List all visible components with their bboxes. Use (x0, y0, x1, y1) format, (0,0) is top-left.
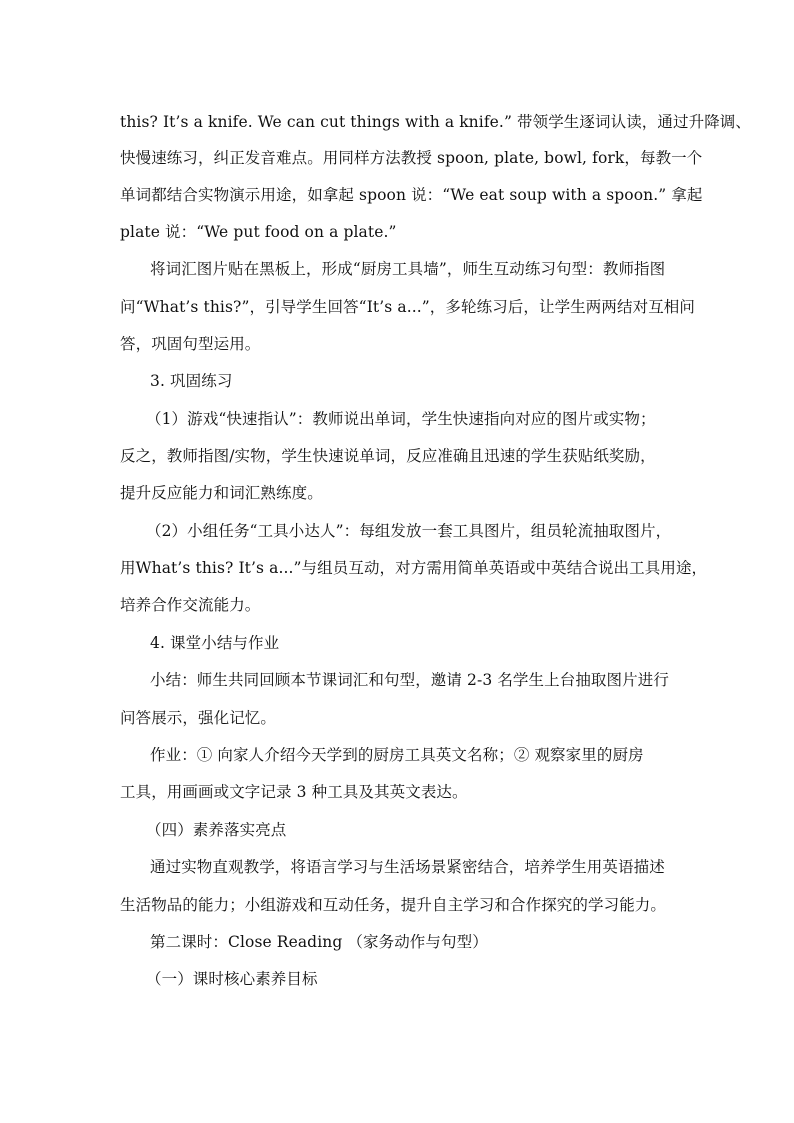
paragraph-line: 生活物品的能力；小组游戏和互动任务，提升自主学习和合作探究的学习能力。 (120, 896, 667, 914)
paragraph-line: 答，巩固句型运用。 (120, 335, 261, 353)
paragraph-line: 问“What’s this?”，引导学生回答“It’s a...”，多轮练习后，让学生两两结对互相问 (120, 298, 696, 316)
paragraph-line: 将词汇图片贴在黑板上，形成“厨房工具墙”，师生互动练习句型：教师指图 (150, 260, 666, 278)
paragraph-line: 提升反应能力和词汇熟练度。 (120, 484, 323, 502)
section-heading: （四）素养落实亮点 (146, 821, 287, 839)
paragraph-line: 用What’s this? It’s a...”与组员互动，对方需用简单英语或中英结合说出工具用途， (120, 559, 708, 577)
paragraph-line: 小结：师生共同回顾本节课词汇和句型，邀请 2-3 名学生上台抽取图片进行 (150, 671, 669, 689)
paragraph-line: 工具，用画画或文字记录 3 种工具及其英文表达。 (120, 783, 468, 801)
paragraph-line: this? It’s a knife. We can cut things with a knife.” 带领学生逐词认读，通过升降调、 (120, 113, 752, 131)
paragraph-line: 通过实物直观教学，将语言学习与生活场景紧密结合，培养学生用英语描述 (150, 858, 665, 876)
section-heading: 3. 巩固练习 (150, 372, 233, 390)
paragraph-line: plate 说：“We put food on a plate.” (120, 223, 397, 241)
paragraph-line: 反之，教师指图/实物，学生快速说单词，反应准确且迅速的学生获贴纸奖励， (120, 447, 656, 465)
section-heading: 4. 课堂小结与作业 (150, 634, 280, 652)
paragraph-line: （1）游戏“快速指认”：教师说出单词，学生快速指向对应的图片或实物； (146, 410, 656, 428)
paragraph-line: 作业：① 向家人介绍今天学到的厨房工具英文名称；② 观察家里的厨房 (150, 746, 644, 764)
section-heading: （一）课时核心素养目标 (146, 970, 318, 988)
section-heading: 第二课时：Close Reading （家务动作与句型） (150, 933, 488, 951)
paragraph-line: 快慢速练习，纠正发音难点。用同样方法教授 spoon, plate, bowl, fork，每教一个 (120, 149, 703, 167)
paragraph-line: 培养合作交流能力。 (120, 596, 261, 614)
paragraph-line: 问答展示，强化记忆。 (120, 709, 277, 727)
paragraph-line: （2）小组任务“工具小达人”：每组发放一套工具图片，组员轮流抽取图片， (146, 522, 672, 540)
paragraph-line: 单词都结合实物演示用途，如拿起 spoon 说：“We eat soup with a spoon.” 拿起 (120, 186, 703, 204)
